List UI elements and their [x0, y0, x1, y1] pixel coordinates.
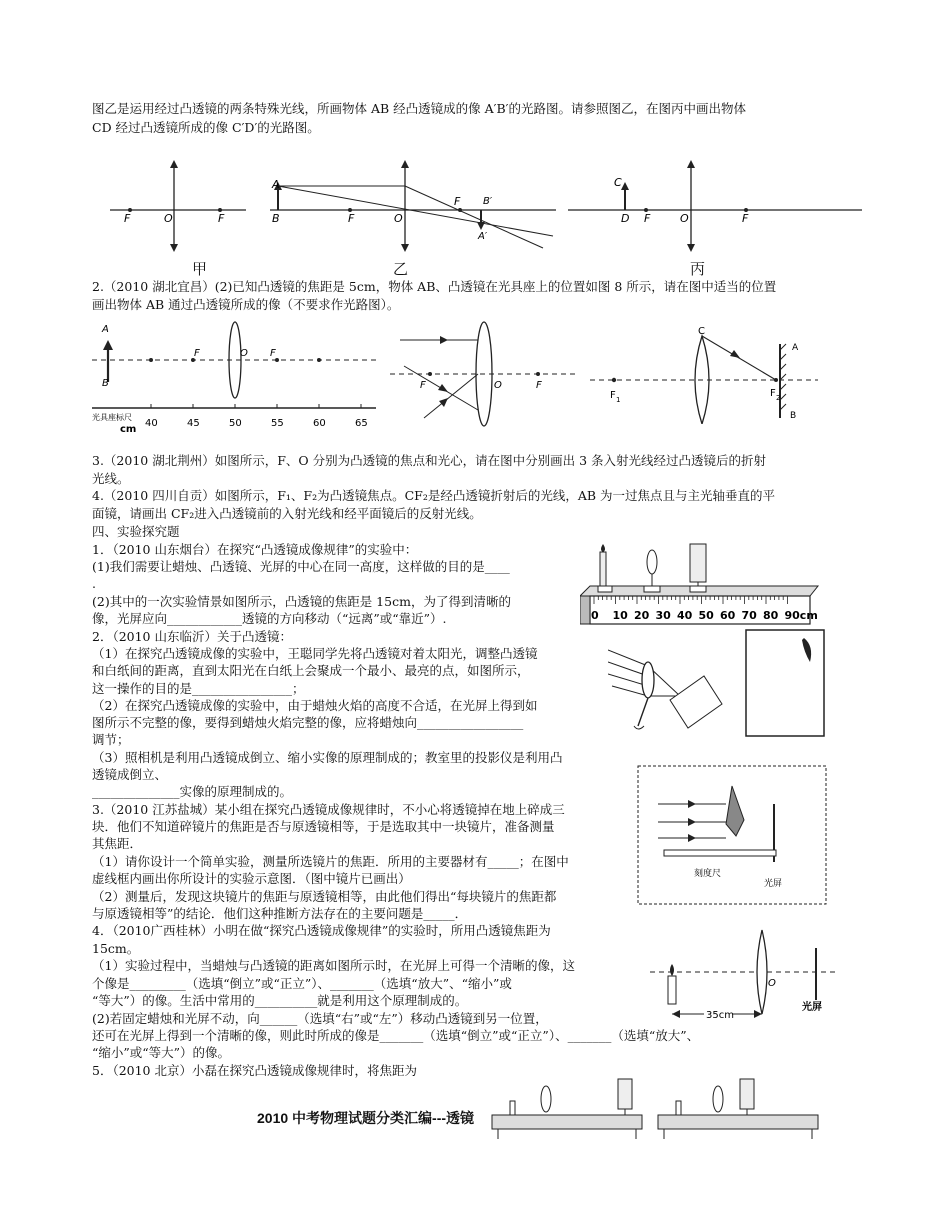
bench-tick-label: 65: [355, 418, 368, 429]
jia-o: O: [164, 212, 173, 225]
e3-ruler-label: 刻度尺: [694, 869, 722, 879]
rays-f-left: F: [420, 380, 426, 391]
bench-f-right: F: [270, 348, 276, 359]
section-title: 四、实验探究题: [92, 524, 180, 539]
figure-rays: [390, 318, 580, 430]
bench-tick-label: 55: [271, 418, 284, 429]
bing-d: D: [621, 212, 630, 225]
figure-sunlight-lens: [608, 640, 728, 740]
yi-bp: B′: [483, 196, 493, 207]
e5-line-1: 5．（2010 北京）小磊在探究凸透镜成像规律时，将焦距为: [92, 1063, 417, 1078]
q2-line-1: 2.（2010 湖北宜昌）(2)已知凸透镜的焦距是 5cm，物体 AB、凸透镜在光具座上的位置如图 8 所示，请在图中适当的位置: [92, 279, 777, 294]
e3-line-4: （1）请你设计一个简单实验，测量所选镜片的焦距．所用的主要器材有_____；在图中: [92, 854, 569, 869]
label-bing: 丙: [690, 260, 706, 278]
ruler-tick-label: 40: [677, 609, 693, 622]
e4-line-5: “等大”）的像。生活中常用的__________就是利用这个原理制成的。: [92, 993, 468, 1008]
figure-jia: [108, 158, 248, 253]
e3-line-3: 其焦距．: [92, 836, 143, 851]
yi-b: B: [272, 212, 280, 225]
footer-title: 2010 中考物理试题分类汇编---透镜: [257, 1110, 475, 1126]
e1-line-5: 像，光屏应向____________透镜的方向移动（“远离”或“靠近”）.: [92, 611, 447, 626]
mirror-c: C: [698, 326, 705, 337]
e3-line-6: （2）测量后，发现这块镜片的焦距与原透镜相等，由此他们得出“每块镜片的焦距都: [92, 889, 557, 904]
figure-optical-bench-ruler: [580, 540, 820, 640]
figure-dashed-box: [636, 764, 828, 906]
e2-line-1: 2．（2010 山东临沂）关于凸透镜：: [92, 629, 292, 644]
e4-line-2: 15cm。: [92, 941, 140, 956]
e4-line-3: （1）实验过程中，当蜡烛与凸透镜的距离如图所示时，在光屏上可得一个清晰的像，这: [92, 958, 575, 973]
label-yi: 乙: [393, 260, 409, 278]
e4-screen: 光屏: [802, 1002, 822, 1013]
e3-line-2: 块．他们不知道碎镜片的焦距是否与原透镜相等，于是选取其中一块镜片，准备测量: [92, 819, 555, 834]
bench-unit: cm: [120, 424, 137, 435]
figure-bing: [566, 158, 866, 253]
yi-a: A: [272, 178, 280, 191]
e2-line-10: ______________实像的原理制成的。: [92, 784, 293, 799]
mirror-f1-sub: 1: [616, 396, 621, 404]
q4-line-2: 面镜，请画出 CF₂进入凸透镜前的入射光线和经平面镜后的反射光线。: [92, 506, 482, 521]
ruler-tick-label: 30: [655, 609, 671, 622]
e4-line-4: 个像是_________（选填“倒立”或“正立”）、_______（选填“放大”、“缩小”或: [92, 976, 512, 991]
figure-bench-right: [654, 1075, 824, 1141]
figure-bench-left: [488, 1075, 648, 1141]
mirror-f1: F: [610, 390, 616, 401]
ruler-tick-label: 20: [634, 609, 650, 622]
bing-f-left: F: [644, 212, 651, 225]
ruler-tick-label: 50: [698, 609, 714, 622]
figure-lens-mirror: [590, 322, 820, 424]
e4-line-1: 4．（2010广西桂林）小明在做“探究凸透镜成像规律”的实验时，所用凸透镜焦距为: [92, 923, 551, 938]
figure-candle-35cm: [650, 928, 840, 1024]
bench-tick-label: 40: [145, 418, 158, 429]
figure-incomplete-image: [744, 628, 826, 738]
mirror-f2-sub: 2: [776, 394, 781, 402]
e4-o: O: [768, 978, 776, 989]
jia-f-right: F: [218, 212, 225, 225]
figure-optical-bench: [92, 316, 382, 438]
bench-b: B: [102, 378, 109, 389]
e2-line-9: 透镜成倒立、: [92, 767, 168, 782]
bench-o: O: [240, 348, 248, 359]
e3-screen-label: 光屏: [764, 879, 783, 889]
rays-f-right: F: [536, 380, 542, 391]
e2-line-6: 图所示不完整的像，要得到蜡烛火焰完整的像，应将蜡烛向_________________: [92, 715, 524, 730]
bench-tick-label: 45: [187, 418, 200, 429]
rays-o: O: [494, 380, 502, 391]
bench-tick-label: 60: [313, 418, 326, 429]
ruler-tick-label: 80: [763, 609, 779, 622]
bench-f-left: F: [194, 348, 200, 359]
intro-line-1: 图乙是运用经过凸透镜的两条特殊光线，所画物体 AB 经凸透镜成的像 A′B′的光路图。请参照图乙，在图丙中画出物体: [92, 101, 747, 116]
intro-line-2: CD 经过凸透镜所成的像 C′D′的光路图。: [92, 120, 320, 135]
mirror-b: B: [790, 411, 797, 421]
label-jia: 甲: [192, 260, 208, 278]
e3-line-7: 与原透镜相等”的结论．他们这种推断方法存在的主要问题是_____．: [92, 906, 468, 921]
ruler-tick-label: 0: [591, 609, 599, 622]
e3-line-5: 虚线框内画出你所设计的实验示意图．（图中镜片已画出）: [92, 871, 411, 886]
ruler-tick-label: 60: [720, 609, 736, 622]
e2-line-2: （1）在探究凸透镜成像的实验中，王聪同学先将凸透镜对着太阳光，调整凸透镜: [92, 646, 538, 661]
e4-line-8: “缩小”或“等大”）的像。: [92, 1045, 231, 1060]
bing-c: C: [614, 176, 622, 189]
e2-line-4: 这一操作的目的是________________；: [92, 681, 305, 696]
ruler-tick-label: 10: [612, 609, 628, 622]
bench-a: A: [102, 324, 109, 335]
bing-o: O: [680, 212, 689, 225]
bing-f-right: F: [742, 212, 749, 225]
mirror-a: A: [792, 343, 799, 353]
q4-line-1: 4.（2010 四川自贡）如图所示，F₁、F₂为凸透镜焦点。CF₂是经凸透镜折射后的光线，AB 为一过焦点且与主光轴垂直的平: [92, 488, 776, 503]
figure-yi: [268, 158, 558, 253]
ruler-tick-label: 70: [741, 609, 757, 622]
ruler-tick-label: 90cm: [784, 609, 818, 622]
bench-tick-label: 50: [229, 418, 242, 429]
e2-line-7: 调节；: [92, 732, 130, 747]
q2-line-2: 画出物体 AB 通过凸透镜所成的像（不要求作光路图）。: [92, 297, 400, 312]
mirror-f2: F: [770, 388, 776, 399]
e4-distance: 35cm: [706, 1010, 734, 1021]
yi-f-left: F: [348, 212, 355, 225]
bench-ruler-label: 光具座标尺: [92, 413, 132, 422]
yi-ap: A′: [478, 231, 488, 242]
jia-f-left: F: [124, 212, 131, 225]
e4-line-6: (2)若固定蜡烛和光屏不动，向______（选填“右”或“左”）移动凸透镜到另一位置，: [92, 1011, 548, 1026]
e2-line-5: （2）在探究凸透镜成像的实验中，由于蜡烛火焰的高度不合适，在光屏上得到如: [92, 698, 538, 713]
e1-line-2: (1)我们需要让蜡烛、凸透镜、光屏的中心在同一高度，这样做的目的是____: [92, 559, 510, 574]
q3-line-2: 光线。: [92, 471, 130, 486]
e1-line-4: (2)其中的一次实验情景如图所示，凸透镜的焦距是 15cm，为了得到清晰的: [92, 594, 511, 609]
e3-line-1: 3.（2010 江苏盐城）某小组在探究凸透镜成像规律时，不小心将透镜掉在地上碎成三: [92, 802, 565, 817]
yi-f-right: F: [454, 195, 461, 208]
e4-line-7: 还可在光屏上得到一个清晰的像，则此时所成的像是_______（选填“倒立”或“正立”）、_______（选填“放大”、: [92, 1028, 700, 1043]
q3-line-1: 3.（2010 湖北荆州）如图所示，F、O 分别为凸透镜的焦点和光心，请在图中分别画出 3 条入射光线经过凸透镜后的折射: [92, 453, 767, 468]
e2-line-3: 和白纸间的距离，直到太阳光在白纸上会聚成一个最小、最亮的点，如图所示，: [92, 663, 530, 678]
yi-o: O: [394, 212, 403, 225]
e1-line-3: .: [92, 576, 96, 591]
e1-line-1: 1．（2010 山东烟台）在探究“凸透镜成像规律”的实验中：: [92, 542, 418, 557]
e2-line-8: （3）照相机是利用凸透镜成倒立、缩小实像的原理制成的；教室里的投影仪是利用凸: [92, 750, 563, 765]
